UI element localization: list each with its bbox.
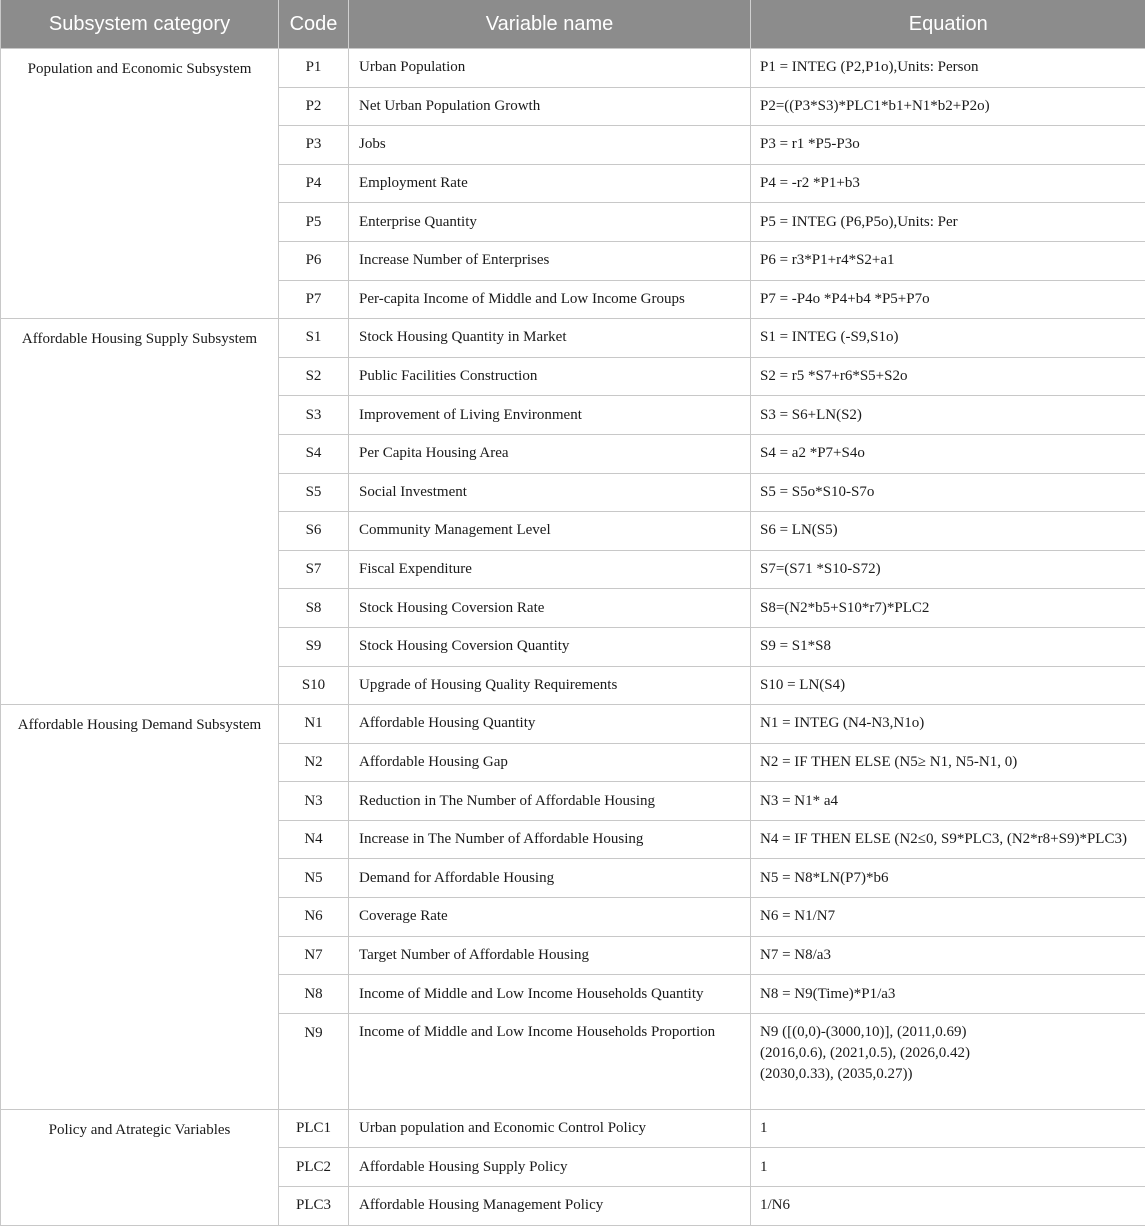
code-cell: S3 [279, 396, 349, 435]
code-cell: P1 [279, 49, 349, 88]
code-cell: P7 [279, 280, 349, 319]
variable-name-cell: Urban Population [349, 49, 751, 88]
header-code: Code [279, 0, 349, 49]
code-cell: N6 [279, 898, 349, 937]
variable-name-cell: Coverage Rate [349, 898, 751, 937]
equation-line: S1 = INTEG (-S9,S1o) [760, 327, 1143, 348]
equation-cell [751, 820, 1145, 859]
equation-line: S6 = LN(S5) [760, 520, 1143, 541]
equation-cell [751, 126, 1145, 165]
variable-name-cell: Employment Rate [349, 164, 751, 203]
equation-cell [751, 859, 1145, 898]
equation-line: N7 = N8/a3 [760, 945, 1143, 966]
variable-name-cell: Enterprise Quantity [349, 203, 751, 242]
table-body [1, 49, 1145, 1226]
equation-cell [751, 1148, 1145, 1187]
code-cell: P6 [279, 241, 349, 280]
code-cell: P3 [279, 126, 349, 165]
variable-name-cell: Demand for Affordable Housing [349, 859, 751, 898]
code-cell: PLC1 [279, 1109, 349, 1148]
variable-name-cell: Income of Middle and Low Income Households Quantity [349, 975, 751, 1014]
equation-cell [751, 1109, 1145, 1148]
equation-line: N8 = N9(Time)*P1/a3 [760, 984, 1143, 1005]
equation-line: S7=(S71 *S10-S72) [760, 559, 1143, 580]
equation-cell [751, 898, 1145, 937]
equation-cell [751, 473, 1145, 512]
variable-name-cell: Public Facilities Construction [349, 357, 751, 396]
equation-line: S3 = S6+LN(S2) [760, 405, 1143, 426]
subsystem-category-cell: Affordable Housing Supply Subsystem [1, 319, 279, 705]
equation-line: N3 = N1* a4 [760, 791, 1143, 812]
equation-line: N5 = N8*LN(P7)*b6 [760, 868, 1143, 889]
code-cell: N1 [279, 705, 349, 744]
variable-name-cell: Increase Number of Enterprises [349, 241, 751, 280]
header-subsystem-category: Subsystem category [1, 0, 279, 49]
code-cell: PLC3 [279, 1187, 349, 1226]
subsystem-category-cell: Policy and Atrategic Variables [1, 1109, 279, 1225]
equation-line: N1 = INTEG (N4-N3,N1o) [760, 713, 1143, 734]
variable-name-cell: Community Management Level [349, 512, 751, 551]
equation-line: S2 = r5 *S7+r6*S5+S2o [760, 366, 1143, 387]
equation-cell [751, 782, 1145, 821]
table-row [1, 49, 1145, 88]
code-cell: S4 [279, 434, 349, 473]
code-cell: S8 [279, 589, 349, 628]
variable-name-cell: Stock Housing Coversion Quantity [349, 627, 751, 666]
equation-cell [751, 743, 1145, 782]
variable-name-cell: Per-capita Income of Middle and Low Income Groups [349, 280, 751, 319]
equation-line: N2 = IF THEN ELSE (N5≥ N1, N5-N1, 0) [760, 752, 1143, 773]
table-row [1, 705, 1145, 744]
code-cell: P2 [279, 87, 349, 126]
equation-cell [751, 164, 1145, 203]
equation-line: P3 = r1 *P5-P3o [760, 134, 1143, 155]
code-cell: S7 [279, 550, 349, 589]
code-cell: S6 [279, 512, 349, 551]
code-cell: S1 [279, 319, 349, 358]
variable-name-cell: Reduction in The Number of Affordable Housing [349, 782, 751, 821]
equation-line: P5 = INTEG (P6,P5o),Units: Per [760, 212, 1143, 233]
header-equation: Equation [751, 0, 1145, 49]
variable-name-cell: Fiscal Expenditure [349, 550, 751, 589]
subsystem-category-cell: Affordable Housing Demand Subsystem [1, 705, 279, 1110]
variable-name-cell: Stock Housing Quantity in Market [349, 319, 751, 358]
variable-name-cell: Affordable Housing Quantity [349, 705, 751, 744]
equation-cell [751, 87, 1145, 126]
equation-line: P4 = -r2 *P1+b3 [760, 173, 1143, 194]
variable-name-cell: Affordable Housing Gap [349, 743, 751, 782]
code-cell: N4 [279, 820, 349, 859]
header-row [1, 0, 1145, 49]
variable-name-cell: Per Capita Housing Area [349, 434, 751, 473]
variable-name-cell: Social Investment [349, 473, 751, 512]
equation-cell [751, 1013, 1145, 1109]
code-cell: N8 [279, 975, 349, 1014]
equation-line: 1/N6 [760, 1195, 1143, 1216]
equation-line: N9 ([(0,0)-(3000,10)], (2011,0.69) [760, 1022, 1143, 1043]
code-cell: PLC2 [279, 1148, 349, 1187]
equation-cell [751, 357, 1145, 396]
equation-cell [751, 705, 1145, 744]
equation-line: S9 = S1*S8 [760, 636, 1143, 657]
equation-line: N6 = N1/N7 [760, 906, 1143, 927]
equation-line: P1 = INTEG (P2,P1o),Units: Person [760, 57, 1143, 78]
equation-line: N4 = IF THEN ELSE (N2≤0, S9*PLC3, (N2*r8+S9)*PLC3) [760, 829, 1143, 850]
equation-line: P6 = r3*P1+r4*S2+a1 [760, 250, 1143, 271]
variable-name-cell: Upgrade of Housing Quality Requirements [349, 666, 751, 705]
equation-cell [751, 627, 1145, 666]
equation-cell [751, 280, 1145, 319]
variable-name-cell: Increase in The Number of Affordable Housing [349, 820, 751, 859]
equation-line: P7 = -P4o *P4+b4 *P5+P7o [760, 289, 1143, 310]
code-cell: N7 [279, 936, 349, 975]
equation-cell [751, 319, 1145, 358]
equation-cell [751, 975, 1145, 1014]
code-cell: N3 [279, 782, 349, 821]
variable-name-cell: Improvement of Living Environment [349, 396, 751, 435]
code-cell: P4 [279, 164, 349, 203]
equation-cell [751, 434, 1145, 473]
variable-name-cell: Income of Middle and Low Income Households Proportion [349, 1013, 751, 1109]
equation-line: (2030,0.33), (2035,0.27)) [760, 1064, 1143, 1085]
equation-line: 1 [760, 1118, 1143, 1139]
equation-cell [751, 512, 1145, 551]
code-cell: S2 [279, 357, 349, 396]
equation-line: (2016,0.6), (2021,0.5), (2026,0.42) [760, 1043, 1143, 1064]
equation-line: S10 = LN(S4) [760, 675, 1143, 696]
equation-line: P2=((P3*S3)*PLC1*b1+N1*b2+P2o) [760, 96, 1143, 117]
table-row [1, 1109, 1145, 1148]
equation-cell [751, 241, 1145, 280]
code-cell: P5 [279, 203, 349, 242]
table-row [1, 319, 1145, 358]
variable-name-cell: Affordable Housing Supply Policy [349, 1148, 751, 1187]
variable-name-cell: Jobs [349, 126, 751, 165]
equation-line: S5 = S5o*S10-S7o [760, 482, 1143, 503]
variable-name-cell: Stock Housing Coversion Rate [349, 589, 751, 628]
code-cell: S5 [279, 473, 349, 512]
code-cell: N2 [279, 743, 349, 782]
variable-name-cell: Affordable Housing Management Policy [349, 1187, 751, 1226]
variable-name-cell: Urban population and Economic Control Policy [349, 1109, 751, 1148]
equation-cell [751, 396, 1145, 435]
code-cell: N5 [279, 859, 349, 898]
header-variable-name: Variable name [349, 0, 751, 49]
variable-name-cell: Target Number of Affordable Housing [349, 936, 751, 975]
equation-cell [751, 936, 1145, 975]
equation-cell [751, 589, 1145, 628]
code-cell: N9 [279, 1013, 349, 1109]
code-cell: S10 [279, 666, 349, 705]
equation-cell [751, 550, 1145, 589]
equation-cell [751, 49, 1145, 88]
equation-cell [751, 203, 1145, 242]
equation-line: S8=(N2*b5+S10*r7)*PLC2 [760, 598, 1143, 619]
variable-name-cell: Net Urban Population Growth [349, 87, 751, 126]
equation-line: 1 [760, 1157, 1143, 1178]
code-cell: S9 [279, 627, 349, 666]
equation-line: S4 = a2 *P7+S4o [760, 443, 1143, 464]
equation-cell [751, 666, 1145, 705]
subsystem-category-cell: Population and Economic Subsystem [1, 49, 279, 319]
